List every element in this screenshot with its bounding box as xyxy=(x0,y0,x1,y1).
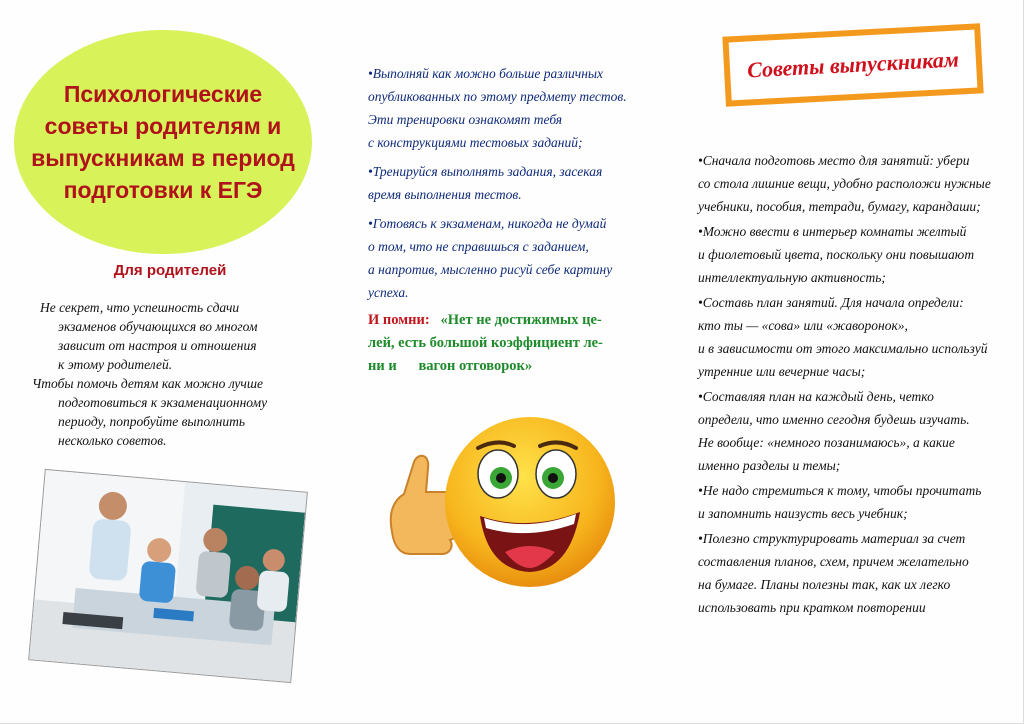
tip-line: •Составляя план на каждый день, четко xyxy=(698,389,934,404)
tip-line: а напротив, мысленно рисуй себе картину xyxy=(368,262,613,277)
quote-line: ни и вагон отговорок» xyxy=(368,358,533,374)
students-photo xyxy=(28,469,308,683)
parents-heading: Для родителей xyxy=(113,262,227,279)
parents-line: Чтобы помочь детям как можно лучше xyxy=(32,376,264,391)
tip-line: интеллектуальную активность; xyxy=(698,270,886,285)
tip-line: и фиолетовый цвета, поскольку они повышают xyxy=(698,247,975,262)
tip-line: успеха. xyxy=(368,285,409,300)
graduate-tip xyxy=(698,385,1024,477)
tip-line: кто ты — «сова» или «жаворонок», xyxy=(698,318,908,333)
parents-line: периоду, попробуйте выполнить xyxy=(58,414,245,429)
middle-tip xyxy=(368,212,668,304)
graduate-tip xyxy=(698,479,1024,525)
parents-line: зависит от настроя и отношения xyxy=(58,338,257,353)
tip-line: •Тренируйся выполнять задания, засекая xyxy=(368,164,603,179)
middle-tip xyxy=(368,62,668,154)
tip-line: составления планов, схем, причем желательно xyxy=(698,554,969,569)
quote-line: лей, есть большой коэффициент ле- xyxy=(368,335,603,351)
tip-line: •Составь план занятий. Для начала определи: xyxy=(698,295,964,310)
tip-line: на бумаге. Планы полезны так, как их легко xyxy=(698,577,951,592)
tip-line: Эти тренировки ознакомят тебя xyxy=(368,112,563,127)
graduate-tips xyxy=(698,149,1024,621)
tip-line: учебники, пособия, тетради, бумагу, карандаши; xyxy=(698,199,981,214)
parents-line: к этому родителей. xyxy=(58,357,173,372)
tip-line: время выполнения тестов. xyxy=(368,187,522,202)
tip-line: и запомнить наизусть весь учебник; xyxy=(698,506,908,521)
tip-line: •Можно ввести в интерьер комнаты желтый xyxy=(698,224,967,239)
graduate-tip xyxy=(698,527,1024,619)
badge-label: Советы выпускникам xyxy=(746,46,960,83)
tip-line: •Сначала подготовь место для занятий: убери xyxy=(698,153,970,168)
tip-line: и в зависимости от этого максимально используй xyxy=(698,341,988,356)
parents-line: несколько советов. xyxy=(58,433,167,448)
parents-line: Не секрет, что успешность сдачи xyxy=(40,300,240,315)
tip-line: со стола лишние вещи, удобно расположи нужные xyxy=(698,176,991,191)
middle-tip xyxy=(368,160,668,206)
graduates-badge xyxy=(722,23,983,106)
tip-line: Не вообще: «немного позанимаюсь», а какие xyxy=(698,435,955,450)
brochure-title: Психологические советы родителям и выпускникам в период подготовки к ЕГЭ xyxy=(31,81,295,203)
graduate-tip xyxy=(698,291,1024,383)
title-ellipse xyxy=(14,30,312,254)
parents-text xyxy=(32,298,306,450)
remember-lead: И помни: xyxy=(368,312,430,328)
graduate-tip xyxy=(698,220,1024,289)
parents-line: экзаменов обучающихся во многом xyxy=(58,319,258,334)
middle-tips xyxy=(368,62,668,310)
graduate-tip xyxy=(698,149,1024,218)
tip-line: о том, что не справишься с заданием, xyxy=(368,239,589,254)
tip-line: •Выполняй как можно больше различных xyxy=(368,66,604,81)
tip-line: опубликованных по этому предмету тестов. xyxy=(368,89,627,104)
parents-line: подготовиться к экзаменационному xyxy=(58,395,268,410)
tip-line: утренние или вечерние часы; xyxy=(698,364,866,379)
remember-quote xyxy=(368,309,658,378)
quote-line: «Нет не достижимых це- xyxy=(440,312,602,328)
tip-line: именно разделы и темы; xyxy=(698,458,841,473)
tip-line: использовать при кратком повторении xyxy=(698,600,926,615)
tip-line: •Не надо стремиться к тому, чтобы прочитать xyxy=(698,483,982,498)
tip-line: •Полезно структурировать материал за счет xyxy=(698,531,966,546)
tip-line: с конструкциями тестовых заданий; xyxy=(368,135,583,150)
thumbs-up-smiley-icon xyxy=(380,412,640,587)
tip-line: определи, что именно сегодня будешь изучать. xyxy=(698,412,970,427)
tip-line: •Готовясь к экзаменам, никогда не думай xyxy=(368,216,607,231)
